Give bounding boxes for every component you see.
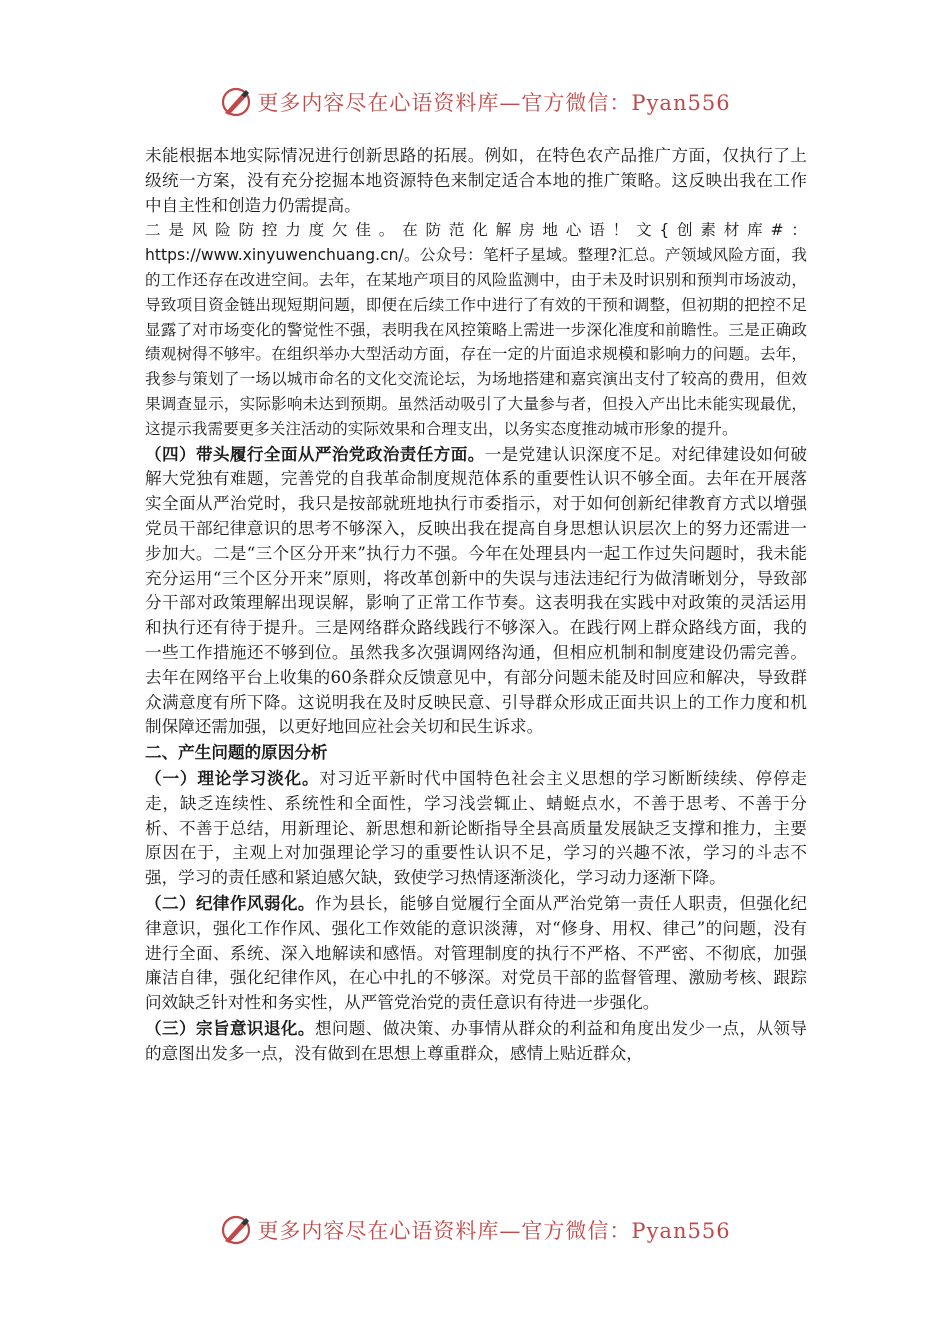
- subheading-purpose: （三）宗旨意识退化。: [145, 1017, 315, 1038]
- paragraph-3: [145, 442, 807, 741]
- paragraph-4: [145, 740, 807, 766]
- paragraph-2-text: 二是风险防控力度欠佳。在防范化解房地心语！文{创素材库#：https://www.xinyuwenchuang.cn/。公众号：笔杆子星域。整理?汇总。产领域风险方面，我的工作还存在改进空间。去年，在某地产项目的风险监测中，由于未及时识别和预判市场波动，导致项目资金链出现短期问题，即便在后续工作中进行了有效的干预和调整，但初期的把控不足显露了对市场变化的警觉性不强，表明我在风控策略上需进一步深化准度和前瞻性。三是正确政绩观树得不够牢。在组织举办大型活动方面，存在一定的片面追求规模和影响力的问题。去年，我参与策划了一场以城市命名的文化交流论坛，为场地搭建和嘉宾演出支付了较高的费用，但效果调查显示，实际影响未达到预期。虽然活动吸引了大量参与者，但投入产出比未能实现最优，这提示我需要更多关注活动的实际效果和合理支出，以务实态度推动城市形象的提升。: [145, 221, 807, 438]
- paragraph-7-text: 想问题、做决策、办事情从群众的利益和角度出发少一点，从领导的意图出发多一点，没有做到在思想上尊重群众，感情上贴近群众，: [145, 1018, 807, 1063]
- paragraph-6-text: 作为县长，能够自觉履行全面从严治党第一责任人职责，但强化纪律意识，强化工作作风、强化工作效能的意识淡薄，对“修身、用权、律己”的问题，没有进行全面、系统、深入地解读和感悟。对管理制度的执行不严格、不严密、不彻底，加强廉洁自律，强化纪律作风，在心中扎的不够深。对党员干部的监督管理、激励考核、跟踪问效缺乏针对性和务实性，从严管党治党的责任意识有待进一步强化。: [145, 893, 807, 1013]
- paragraph-6: [145, 891, 807, 1016]
- paragraph-1-text: 未能根据本地实际情况进行创新思路的拓展。例如，在特色农产品推广方面，仅执行了上级统一方案，没有充分挖掘本地资源特色来制定适合本地的推广策略。这反映出我在工作中自主性和创造力仍需提高。: [145, 146, 807, 215]
- watermark-banner-top: [0, 82, 950, 122]
- section-heading-cause-analysis: 二、产生问题的原因分析: [145, 742, 328, 763]
- paragraph-5-text: 对习近平新时代中国特色社会主义思想的学习断断续续、停停走走，缺乏连续性、系统性和全面性，学习浅尝辄止、蜻蜓点水，不善于思考、不善于分析、不善于总结，用新理论、新思想和新论断指导全县高质量发展缺乏支撑和推力，主要原因在于，主观上对加强理论学习的重要性认识不足，学习的兴趣不浓，学习的斗志不强，学习的责任感和紧迫感欠缺，致使学习热情逐渐淡化，学习动力逐渐下降。: [145, 768, 808, 888]
- subheading-theory-study: （一）理论学习淡化。: [145, 767, 320, 788]
- pen-logo-icon: [219, 1213, 253, 1247]
- paragraph-1: [145, 144, 807, 218]
- paragraph-2: [145, 218, 807, 441]
- watermark-banner-bottom: [0, 1210, 950, 1250]
- paragraph-5: [145, 766, 807, 891]
- watermark-text: 更多内容尽在心语资料库—官方微信：Pyan556: [257, 91, 731, 115]
- paragraph-7: [145, 1016, 807, 1067]
- section-heading-4: （四）带头履行全面从严治党政治责任方面。: [145, 443, 485, 464]
- document-body: [145, 144, 807, 1066]
- subheading-discipline: （二）纪律作风弱化。: [145, 892, 315, 913]
- paragraph-3-text: 一是党建认识深度不足。对纪律建设如何破解大党独有难题，完善党的自我革命制度规范体系的重要性认识不够全面。去年在开展落实全面从严治党时，我只是按部就班地执行市委指示，对于如何创新纪律教育方式以增强党员干部纪律意识的思考不够深入，反映出我在提高自身思想认识层次上的努力还需进一步加大。二是“三个区分开来”执行力不强。今年在处理县内一起工作过失问题时，我未能充分运用“三个区分开来”原则，将改革创新中的失误与违法违纪行为做清晰划分，导致部分干部对政策理解出现误解，影响了正常工作节奏。这表明我在实践中对政策的灵活运用和执行还有待于提升。三是网络群众路线践行不够深入。在践行网上群众路线方面，我的一些工作措施还不够到位。虽然我多次强调网络沟通，但相应机制和制度建设仍需完善。去年在网络平台上收集的60条群众反馈意见中，有部分问题未能及时回应和解决，导致群众满意度有所下降。这说明我在及时反映民意、引导群众形成正面共识上的工作力度和机制保障还需加强，以更好地回应社会关切和民生诉求。: [145, 444, 807, 737]
- pen-logo-icon: [219, 85, 253, 119]
- watermark-text: 更多内容尽在心语资料库—官方微信：Pyan556: [257, 1219, 731, 1243]
